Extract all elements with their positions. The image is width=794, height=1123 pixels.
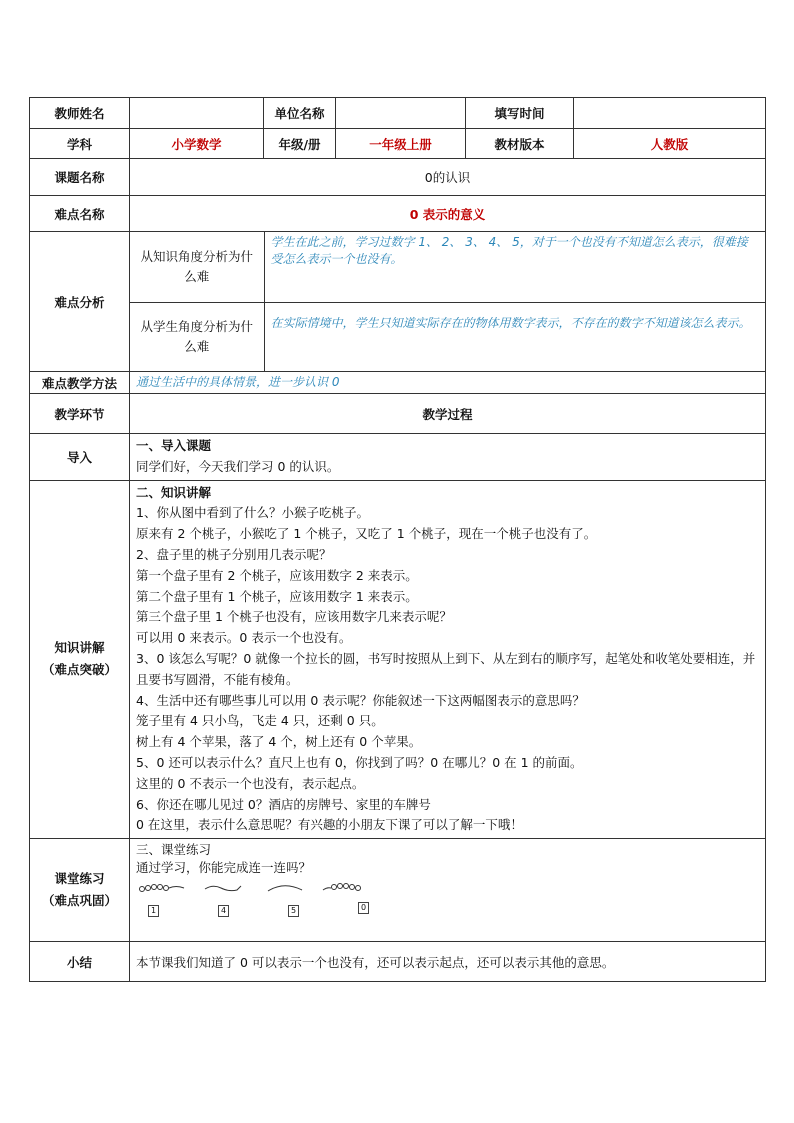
analysis-row [30,232,766,372]
knowledge-line: 5、0 还可以表示什么？直尺上也有 0，你找到了吗？0 在哪儿？0 在 1 的前面。 [136,754,583,770]
knowledge-line: 3、0 该怎么写呢？0 就像一个拉长的圆，书写时按照从上到下、从左到右的顺序写，起笔处和收笔处要相连，并且要书写圆滑，不能有棱角。 [136,650,756,687]
lesson-plan-table [29,97,766,982]
number-box[interactable]: 1 [148,905,159,917]
student-angle-text: 在实际情境中，学生只知道实际存在的物体用数字表示，不存在的数字不知道该怎么表示。 [264,302,765,371]
unit-value[interactable] [336,98,466,129]
teacher-label: 教师姓名 [30,98,130,129]
number-box[interactable]: 0 [358,902,369,914]
knowledge-angle-text: 学生在此之前，学习过数字 1、 2、 3、 4、 5，对于一个也没有不知道怎么表示，很难接受怎么表示一个也没有。 [264,232,765,302]
summary-value: 本节课我们知道了 0 可以表示一个也没有，还可以表示起点，还可以表示其他的意思。 [130,942,766,982]
intro-title: 一、导入课题 [136,438,212,453]
analysis-inner-table [130,232,765,371]
header-row-1 [30,98,766,129]
knowledge-line: 第二个盘子里有 1 个桃子，应该用数字 1 来表示。 [136,588,418,604]
summary-label: 小结 [30,942,130,982]
difficulty-label: 难点名称 [30,196,130,232]
practice-content [130,839,766,942]
edition-value: 人教版 [574,129,766,159]
subject-label: 学科 [30,129,130,159]
knowledge-sublabel: （难点突破） [41,662,117,678]
header-row-2 [30,129,766,159]
practice-label: 课堂练习 [54,871,105,887]
knowledge-line: 4、生活中还有哪些事儿可以用 0 表示呢？你能叙述一下这两幅图表示的意思吗？ [136,692,585,708]
practice-row [30,839,766,942]
knowledge-line: 这里的 0 不表示一个也没有，表示起点。 [136,775,365,791]
knowledge-line: 可以用 0 来表示。0 表示一个也没有。 [136,630,352,646]
intro-row [30,434,766,481]
practice-sublabel: （难点巩固） [41,893,117,909]
beads-figure-icon [319,881,377,895]
analysis-label: 难点分析 [30,232,130,372]
practice-label-cell [30,839,130,942]
knowledge-line: 2、盘子里的桃子分别用几表示呢？ [136,546,332,562]
knowledge-content [130,480,766,839]
method-label: 难点教学方法 [30,372,130,394]
process-label: 教学过程 [130,394,766,434]
teacher-value[interactable] [130,98,264,129]
analysis-cell [130,232,766,372]
topic-row [30,159,766,196]
difficulty-value: 0 表示的意义 [130,196,766,232]
summary-row [30,942,766,982]
number-box[interactable]: 5 [288,905,299,917]
difficulty-row [30,196,766,232]
knowledge-line: 笼子里有 4 只小鸟，飞走 4 只，还剩 0 只。 [136,713,384,729]
analysis-student-row [130,302,765,371]
knowledge-label-cell [30,480,130,839]
knowledge-line: 1、你从图中看到了什么？小猴子吃桃子。 [136,505,369,521]
knowledge-angle-label: 从知识角度分析为什么难 [130,232,264,302]
knowledge-line: 第三个盘子里 1 个桃子也没有，应该用数字几来表示呢？ [136,609,452,625]
topic-value: 0的认识 [130,159,766,196]
knowledge-line: 6、你还在哪儿见过 0？酒店的房牌号、家里的车牌号 [136,796,431,812]
practice-line: 通过学习，你能完成连一连吗？ [136,860,312,876]
intro-label: 导入 [30,434,130,481]
process-header-row [30,394,766,434]
date-label: 填写时间 [466,98,574,129]
unit-label: 单位名称 [264,98,336,129]
knowledge-title: 二、知识讲解 [136,484,212,500]
practice-title: 三、课堂练习 [136,842,212,858]
grade-label: 年级/册 [264,129,336,159]
number-box[interactable]: 4 [218,905,229,917]
knowledge-label: 知识讲解 [54,640,105,656]
topic-label: 课题名称 [30,159,130,196]
student-angle-label: 从学生角度分析为什么难 [130,302,264,371]
subject-value: 小学数学 [130,129,264,159]
wave-figure-icon [197,881,255,895]
arc-figure-icon [258,881,316,895]
method-value: 通过生活中的具体情景，进一步认识 0 [130,372,766,394]
edition-label: 教材版本 [466,129,574,159]
beads-figure-icon [136,881,194,895]
knowledge-line: 原来有 2 个桃子，小猴吃了 1 个桃子，又吃了 1 个桃子，现在一个桃子也没有了。 [136,526,597,542]
number-boxes [136,905,759,921]
matching-figures [136,881,759,899]
process-stage-label: 教学环节 [30,394,130,434]
knowledge-line: 0 在这里，表示什么意思呢？有兴趣的小朋友下课了可以了解一下哦！ [136,817,523,833]
date-value[interactable] [574,98,766,129]
knowledge-line: 树上有 4 个苹果，落了 4 个，树上还有 0 个苹果。 [136,734,422,750]
method-row [30,372,766,394]
analysis-knowledge-row [130,232,765,302]
intro-line: 同学们好，今天我们学习 0 的认识。 [136,458,340,474]
knowledge-line: 第一个盘子里有 2 个桃子，应该用数字 2 来表示。 [136,567,418,583]
intro-content [130,434,766,481]
grade-value: 一年级上册 [336,129,466,159]
knowledge-row [30,480,766,839]
